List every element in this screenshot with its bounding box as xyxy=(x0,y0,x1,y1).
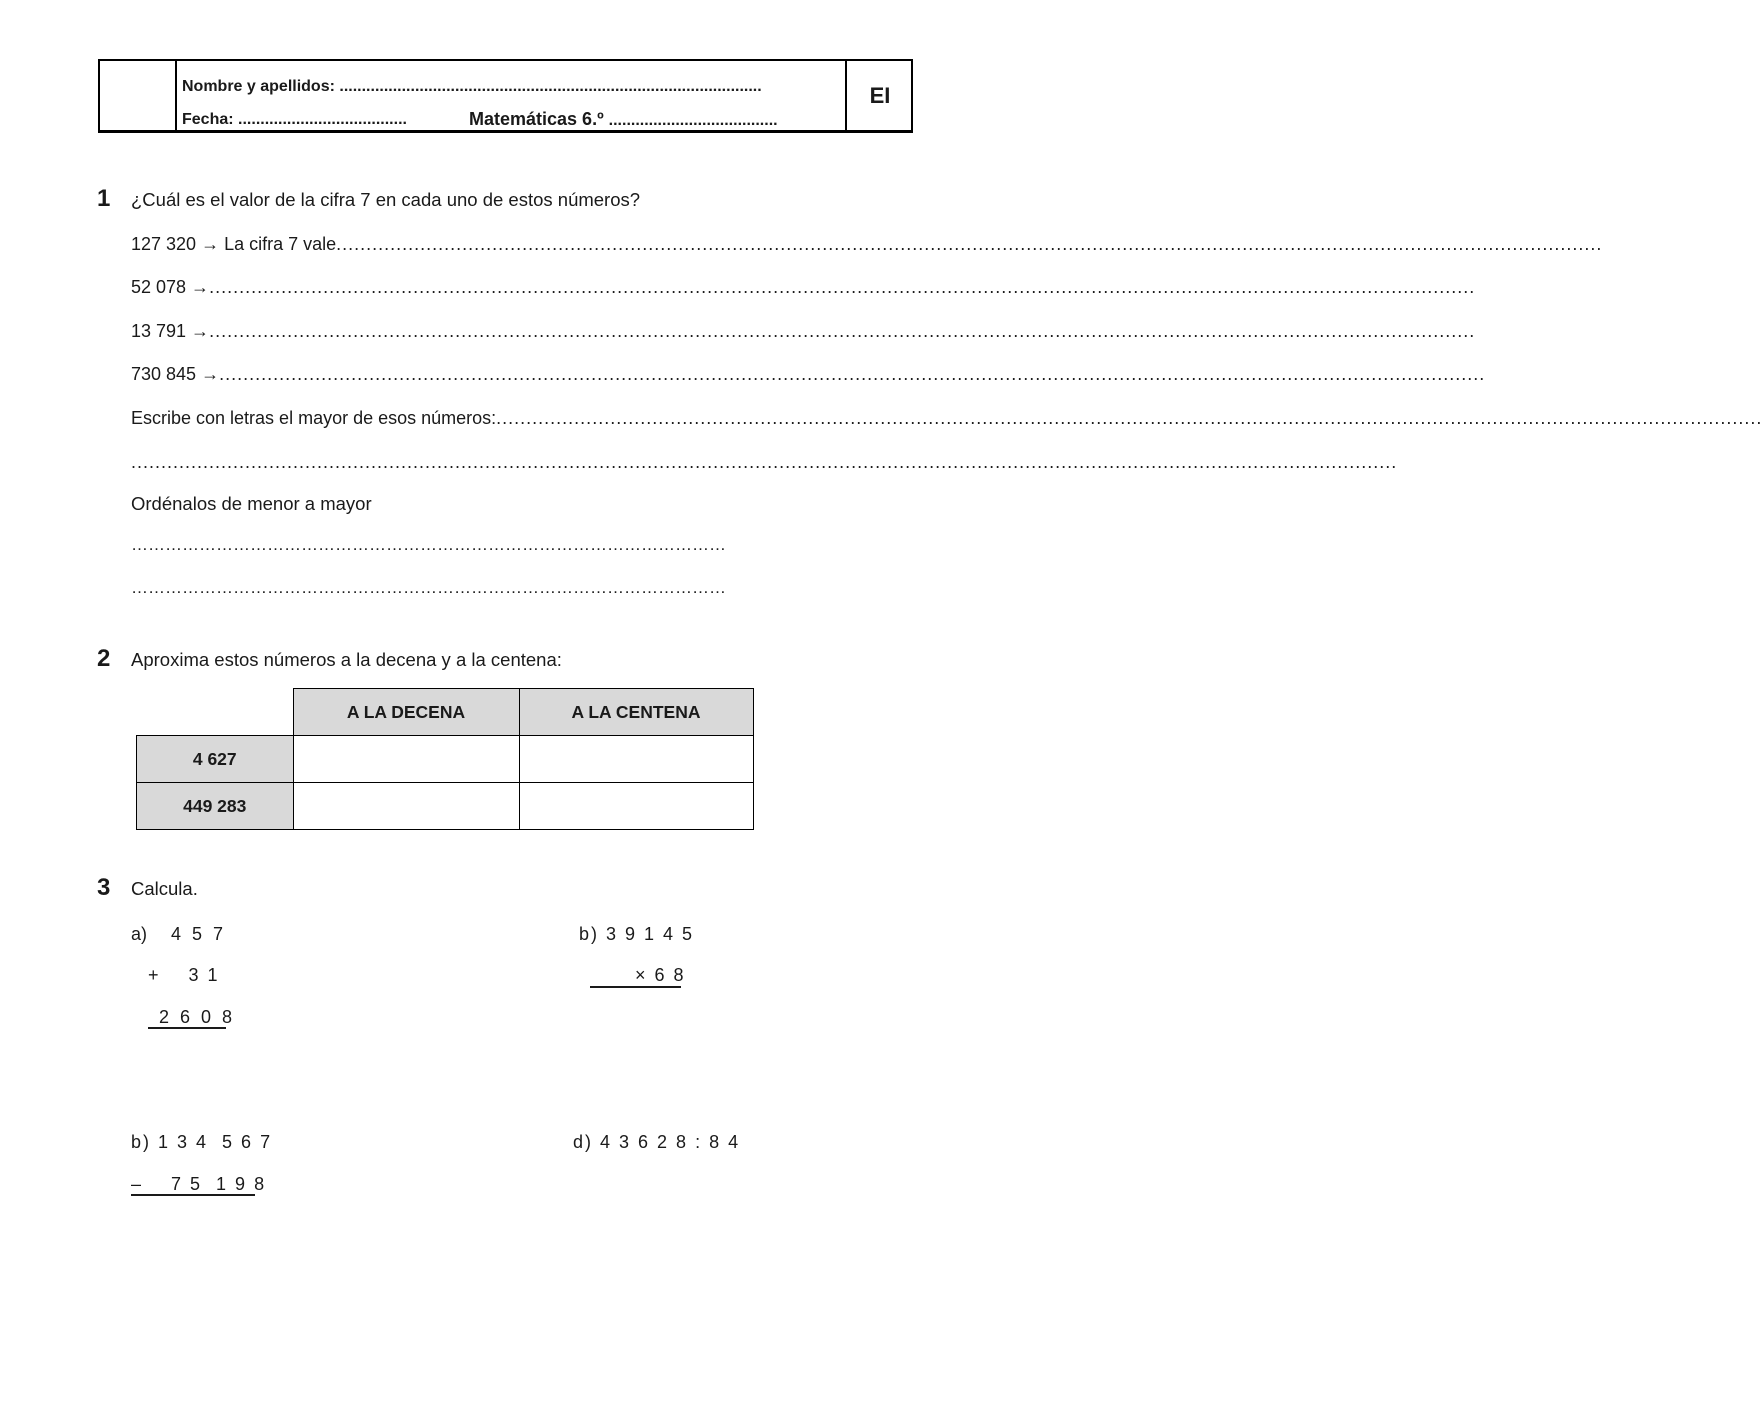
q1-order-prompt: Ordénalos de menor a mayor xyxy=(131,493,372,514)
answer-cell-1-decena[interactable] xyxy=(293,736,519,783)
q1-order-line-2[interactable]: …………………………………………………………………………………………… xyxy=(131,578,726,597)
row-header-1: 4 627 xyxy=(137,736,294,783)
answer-dots: ................................................................................................................................................................................................................... xyxy=(209,321,1476,341)
q1-answer-line-4[interactable] xyxy=(131,364,1486,388)
rounding-table xyxy=(136,688,754,830)
calc-c-line-1: b) 1 3 4 5 6 7 xyxy=(131,1132,273,1152)
date-label: Fecha: xyxy=(182,111,234,128)
calc-a-line-2: + 3 1 xyxy=(148,965,220,985)
calc-b-underline xyxy=(590,986,681,988)
calc-a-underline xyxy=(148,1027,226,1029)
answer-dots: ................................................................................................................................................................................................................... xyxy=(131,452,1398,472)
q1-prompt: ¿Cuál es el valor de la cifra 7 en cada uno de estos números? xyxy=(131,189,641,210)
header-divider-left xyxy=(175,61,177,130)
date-field[interactable] xyxy=(182,111,407,129)
subject-field[interactable] xyxy=(469,109,778,130)
calc-c-line-2: – 7 5 1 9 8 xyxy=(131,1174,267,1194)
answer-cell-1-centena[interactable] xyxy=(519,736,753,783)
name-field[interactable] xyxy=(182,78,762,96)
q2-number: 2 xyxy=(97,645,111,672)
subject-dots: ...................................... xyxy=(608,112,778,129)
date-dots: ...................................... xyxy=(238,111,407,128)
q1-line-label: 730 845 → xyxy=(131,364,220,384)
level-code: EI xyxy=(869,82,891,108)
answer-cell-2-centena[interactable] xyxy=(519,783,753,830)
col-header-decena: A LA DECENA xyxy=(293,689,519,736)
calc-d-line-1: d) 4 3 6 2 8 : 8 4 xyxy=(573,1132,741,1152)
q1-line-label: Escribe con letras el mayor de esos números: xyxy=(131,408,497,428)
q1-answer-line-5[interactable] xyxy=(131,408,1762,432)
calc-b-line-2: × 6 8 xyxy=(635,965,686,985)
q1-number: 1 xyxy=(97,185,111,212)
answer-dots: ................................................................................................................................................................................................................... xyxy=(209,277,1476,297)
calc-a-line-1: 4 5 7 xyxy=(171,924,227,944)
row-header-2: 449 283 xyxy=(137,783,294,830)
q1-answer-line-6[interactable] xyxy=(131,452,1398,476)
q1-order-line-1[interactable]: …………………………………………………………………………………………… xyxy=(131,535,726,554)
table-corner xyxy=(137,689,294,736)
q1-answer-line-3[interactable] xyxy=(131,321,1476,345)
col-header-centena: A LA CENTENA xyxy=(519,689,753,736)
answer-dots: ................................................................................................................................................................................................................... xyxy=(336,234,1603,254)
answer-cell-2-decena[interactable] xyxy=(293,783,519,830)
answer-dots: ................................................................................................................................................................................................................... xyxy=(496,408,1762,428)
q2-prompt: Aproxima estos números a la decena y a la centena: xyxy=(131,649,562,670)
calc-a-label: a) xyxy=(131,924,148,944)
answer-dots: ................................................................................................................................................................................................................... xyxy=(219,364,1486,384)
subject-label: Matemáticas 6.º xyxy=(469,109,604,129)
calc-b-line-1: b) 3 9 1 4 5 xyxy=(579,924,695,944)
name-label: Nombre y apellidos: xyxy=(182,78,335,95)
calc-a-line-3: 2 6 0 8 xyxy=(159,1007,236,1027)
q1-line-label: 13 791 → xyxy=(131,321,210,341)
name-dots: ............................................................................................... xyxy=(339,78,762,95)
calc-c-underline xyxy=(131,1194,255,1196)
q1-answer-line-2[interactable] xyxy=(131,277,1476,301)
q1-line-label: 127 320 → La cifra 7 vale xyxy=(131,234,337,254)
q1-line-label: 52 078 → xyxy=(131,277,210,297)
header-box xyxy=(98,59,913,133)
q1-answer-line-1[interactable] xyxy=(131,234,1603,258)
q3-prompt: Calcula. xyxy=(131,878,198,899)
q3-number: 3 xyxy=(97,874,111,901)
